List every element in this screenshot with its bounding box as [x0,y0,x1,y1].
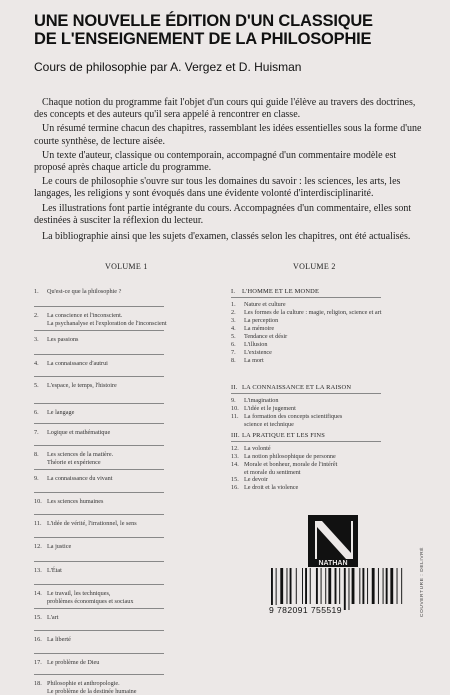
item-title [244,341,267,349]
item-number: 6. [34,409,39,416]
intro-paragraph-2 [34,123,424,147]
item-title [47,451,113,466]
barcode-bar [276,568,277,610]
barcode-bar [328,568,331,604]
item-number: 11. [231,413,239,420]
item-title [47,382,117,390]
item-title-line2: science et technique [244,420,294,428]
volume2-heading: VOLUME 2 [293,262,336,271]
item-title [244,484,298,492]
item-number: 5. [34,382,39,389]
barcode-bar [349,568,350,610]
barcode-bar [359,568,360,604]
item-title [47,543,71,551]
item-title-line1: Les passions [47,336,79,343]
item-title-line1: L'imagination [244,397,279,404]
section-separator [231,297,381,298]
item-number: 4. [231,325,236,332]
item-title [244,413,342,428]
item-title [47,680,137,695]
item-separator [34,584,164,585]
barcode-bar [390,568,393,604]
barcode-bar [378,568,379,604]
item-title [244,357,264,365]
item-title [47,614,58,622]
barcode-bar [352,568,355,604]
item-separator [34,561,164,562]
barcode-bar [383,568,384,604]
item-title-line1: Logique et mathématique [47,429,111,436]
item-title-line1: Le langage [47,409,75,416]
cover-credit: COUVERTURE : DELIVRÉ [420,546,425,617]
item-number: 8. [34,451,39,458]
volume1-heading: VOLUME 1 [105,262,148,271]
item-separator [34,423,164,424]
item-title [47,312,167,327]
item-title-line1: L'État [47,567,62,574]
item-title-line1: Nature et culture [244,301,286,308]
item-title [244,461,337,476]
item-title-line1: L'espace, le temps, l'histoire [47,382,117,389]
barcode-bar [316,568,318,604]
item-number: 17. [34,659,42,666]
item-title [244,349,272,357]
item-separator [34,537,164,538]
barcode-bar [280,568,283,604]
item-title [47,567,62,575]
item-title [47,590,133,605]
intro-paragraph-5 [34,203,424,227]
item-title-line1: Le droit et la violence [244,484,299,491]
item-separator [34,514,164,515]
item-separator [34,330,164,331]
item-number: 13. [231,453,239,460]
barcode-bar [287,568,288,604]
intro-p2: Un résumé termine chacun des chapitres, rassemblant les idées essentielles sous la forme d'une courte synthèse, de lecture aisée. [34,123,422,147]
item-title-line1: La mémoire [244,325,275,332]
item-title-line1: Philosophie et anthropologie. [47,680,120,687]
authors-line: Cours de philosophie par A. Vergez et D. Huisman [34,60,302,74]
nathan-logo [308,515,358,567]
intro-paragraph-4 [34,176,424,200]
item-title [244,453,336,461]
item-separator [34,469,164,470]
barcode-bar [302,568,303,604]
item-title-line1: Morale et bonheur, morale de l'intérêt [244,461,338,468]
barcode-bar [372,568,375,604]
item-number: 2. [231,309,236,316]
item-title-line1: L'idée de vérité, l'irrationnel, le sens [47,520,137,527]
item-title [47,336,78,344]
intro-p1: Chaque notion du programme fait l'objet d'un cours qui guide l'élève au travers des doctrines, des concepts et des auteurs qu'il sera appelé à rencontrer en classe. [34,97,416,121]
item-number: 11. [34,520,42,527]
item-number: 12. [231,445,239,452]
item-number: 16. [231,484,239,491]
item-number: 15. [34,614,42,621]
barcode-bar [339,568,340,604]
item-number: 1. [231,301,236,308]
item-number: 12. [34,543,42,550]
section-title: L'HOMME ET LE MONDE [242,288,320,295]
barcode-bar [401,568,402,604]
item-separator [34,608,164,609]
section-separator [231,441,381,442]
item-title [47,288,121,296]
barcode-bar [335,568,337,604]
item-title [47,475,112,483]
item-number: 9. [34,475,39,482]
item-title [47,520,137,528]
intro-p4: Le cours de philosophie s'ouvre sur tous les domaines du savoir : les sciences, les arts, les langages, les religions y sont évoqués dans une évidente volonté d'interdisciplinarité. [34,176,401,200]
item-title-line1: La notion philosophique de personne [244,453,336,460]
item-number: 8. [231,357,236,364]
item-separator [34,354,164,355]
item-separator [34,674,164,675]
cover-title [34,12,434,48]
item-title [244,445,271,453]
item-title-line1: Les sciences de la matière. [47,451,114,458]
item-title-line1: Les formes de la culture : magie, religion, science et art [244,309,382,316]
item-title-line1: La connaissance du vivant [47,475,113,482]
barcode-bar [386,568,388,604]
item-title-line1: L'existence [244,349,272,356]
isbn-number: 9 782091 755519 [269,605,342,615]
barcode-bar [305,568,307,604]
item-number: 15. [231,476,239,483]
section-numeral: II. [231,384,238,391]
item-title-line1: Tendance et désir [244,333,288,340]
item-title [244,405,296,413]
item-title-line1: Le devoir [244,476,268,483]
cover-title-line2: DE L'ENSEIGNEMENT DE LA PHILOSOPHIE [34,30,372,48]
item-title [244,317,278,325]
section-numeral: III. [231,432,240,439]
intro-paragraph-3 [34,150,424,174]
item-separator [34,376,164,377]
item-number: 3. [34,336,39,343]
item-number: 13. [34,567,42,574]
item-number: 5. [231,333,236,340]
item-number: 18. [34,680,42,687]
item-separator [34,306,164,307]
item-separator [34,403,164,404]
section-separator [231,393,381,394]
intro-paragraph-1 [34,97,424,121]
section-numeral: I. [231,288,236,295]
publisher-name: NATHAN [318,560,348,567]
item-title [244,476,268,484]
item-title-line1: L'idée et le jugement [244,405,296,412]
item-title-line2: problèmes économiques et sociaux [47,597,134,605]
item-title [244,325,274,333]
intro-p3: Un texte d'auteur, classique ou contemporain, accompagné d'un commentaire modèle est proposé après chaque article du programme. [34,149,397,174]
intro-p6: La bibliographie ainsi que les sujets d'examen, classés selon les chapitres, ont été actualisés. [42,231,411,243]
item-number: 14. [34,590,42,597]
item-title-line2: Théorie et expérience [47,458,101,466]
barcode-bar [271,568,273,610]
item-number: 6. [231,341,236,348]
item-title-line1: La connaissance d'autrui [47,360,108,367]
item-title-line1: Qu'est-ce que la philosophie ? [47,288,122,295]
item-title-line1: La conscience et l'inconscient. [47,312,123,319]
item-number: 10. [231,405,239,412]
item-title-line1: La volonté [244,445,271,452]
item-title [244,309,381,317]
barcode-bar [290,568,292,604]
item-title-line1: La formation des concepts scientifiques [244,413,343,420]
item-number: 10. [34,498,42,505]
item-separator [34,630,164,631]
item-separator [34,492,164,493]
item-number: 4. [34,360,39,367]
barcode-bar [367,568,368,604]
barcode-bar [344,568,346,610]
item-title-line1: Les sciences humaines [47,498,104,505]
item-title [244,301,286,309]
item-title [47,429,110,437]
item-separator [34,653,164,654]
item-number: 9. [231,397,236,404]
item-title-line1: L'art [47,614,59,621]
barcode-bar [321,568,322,604]
item-title [47,636,71,644]
cover-title-line1: UNE NOUVELLE ÉDITION D'UN CLASSIQUE [34,12,373,30]
item-title [244,397,278,405]
item-number: 7. [34,429,39,436]
barcode-bar [310,568,311,604]
item-title-line1: Le travail, les techniques, [47,590,111,597]
section-title: LA CONNAISSANCE ET LA RAISON [242,384,352,391]
item-title [47,659,99,667]
item-title-line2: Le problème de la destinée humaine [47,687,137,695]
item-title-line1: La justice [47,543,72,550]
item-title-line1: Le problème de Dieu [47,659,100,666]
item-title-line1: L'illusion [244,341,268,348]
item-title-line1: La perception [244,317,279,324]
item-title-line1: La mort [244,357,264,364]
item-title [47,360,108,368]
section-title: LA PRATIQUE ET LES FINS [242,432,325,439]
item-number: 2. [34,312,39,319]
item-title-line2: et morale du sentiment [244,468,301,476]
item-number: 1. [34,288,39,295]
item-title [244,333,287,341]
item-number: 16. [34,636,42,643]
intro-p5: Les illustrations font partie intégrante du cours. Accompagnées d'un commentaire, elles sont destinées à susciter la réflexion du lecteur. [34,202,412,226]
item-title-line2: La psychanalyse et l'exploration de l'inconscient [47,319,167,327]
item-separator [34,445,164,446]
barcode-bar [296,568,297,604]
item-title-line1: La liberté [47,636,71,643]
barcode-bar [325,568,326,604]
intro-paragraph-6 [34,231,424,243]
item-title [47,409,74,417]
item-number: 7. [231,349,236,356]
intro-text [34,97,424,245]
barcode-bar [397,568,398,604]
item-title [47,498,103,506]
barcode-bar [362,568,364,604]
item-number: 14. [231,461,239,468]
item-number: 3. [231,317,236,324]
